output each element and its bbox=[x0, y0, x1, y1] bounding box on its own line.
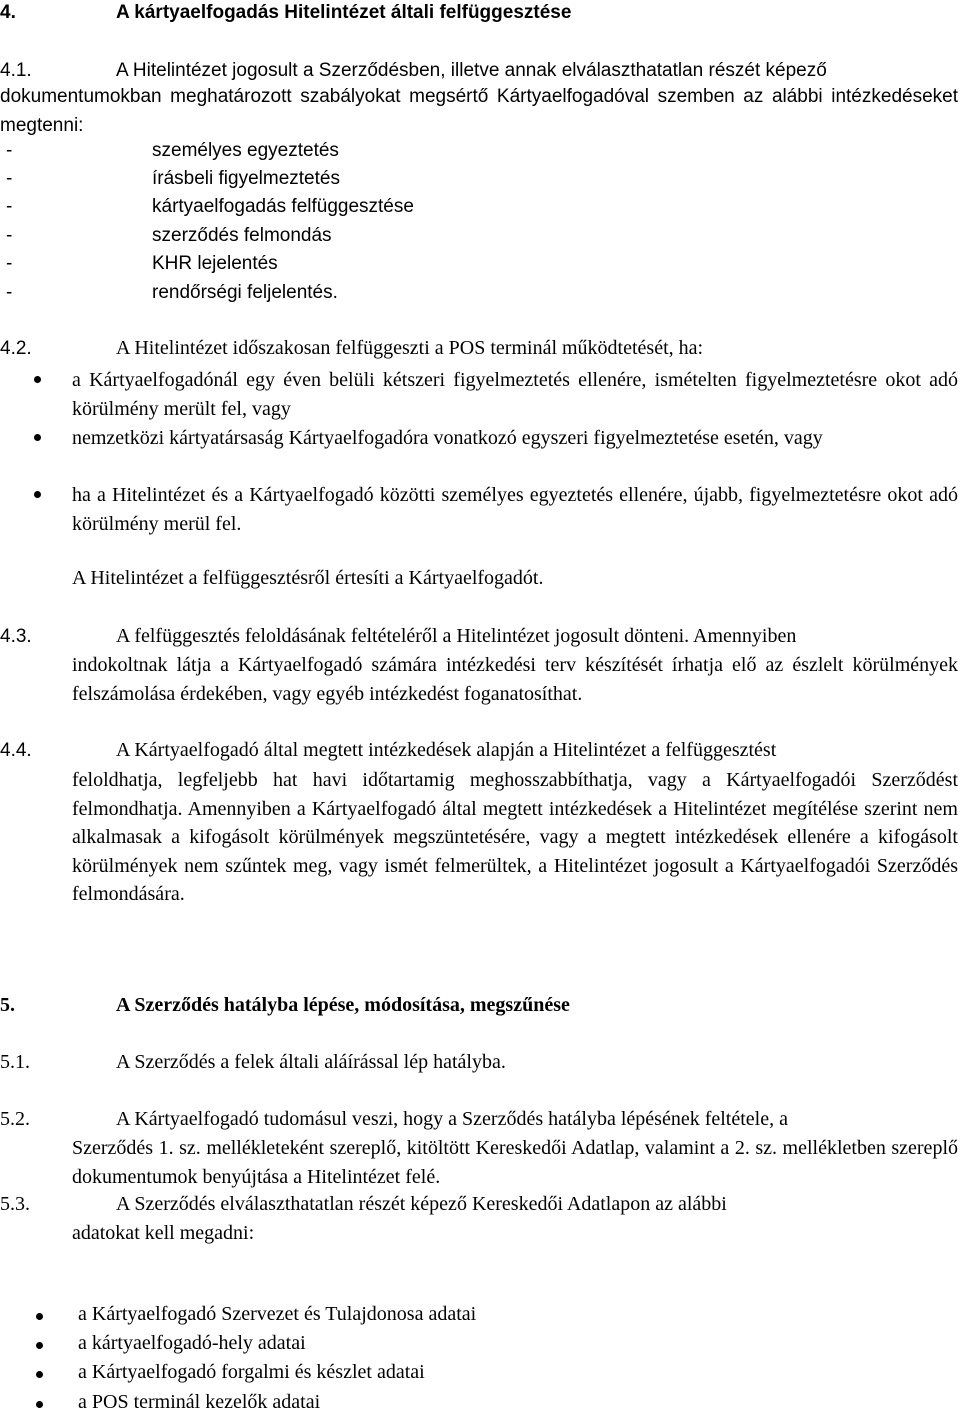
para-4-4-body: feloldhatja, legfeljebb hat havi időtartamig meghosszabbíthatja, vagy a Kártyaelfogadói Szerződést felmondhatja. Amennyiben a Kártyaelfogadó által megtett intézkedések a Hitelintézet megítélése szerint nem alkalmasak a kifogásolt körülmények megszüntetésére, vagy a megtett intézkedések ellenére a kifogásolt körülmények nem szűntek meg, vagy ismét felmerültek, a Hitelintézet jogosult a Kártyaelfogadói Szerződés felmondására. bbox=[72, 769, 958, 905]
list-item-text: személyes egyeztetés bbox=[152, 140, 339, 161]
para-4-3-body: indokoltnak látja a Kártyaelfogadó számára intézkedési terv készítését írhatja elő az észlelt körülmények felszámolása érdekében, vagy egyéb intézkedést foganatosíthat. bbox=[72, 654, 958, 705]
list-item-text: szerződés felmondás bbox=[152, 225, 332, 246]
list-item-text: a Kártyaelfogadónál egy éven belüli kétszeri figyelmeztetés ellenére, ismételten figyelmeztetésre okot adó körülmény merült fel, vagy bbox=[72, 369, 958, 420]
para-5-2-first-line: A Kártyaelfogadó tudomásul veszi, hogy a Szerződés hatályba lépésének feltétele, a bbox=[116, 1108, 788, 1130]
para-5-1-text: A Szerződés a felek általi aláírással lép hatályba. bbox=[116, 1051, 506, 1073]
bullet-marker bbox=[34, 491, 41, 498]
list-item-text: a POS terminál kezelők adatai bbox=[78, 1391, 321, 1413]
list-item-text: a Kártyaelfogadó forgalmi és készlet adatai bbox=[78, 1361, 425, 1383]
list-item-text: írásbeli figyelmeztetés bbox=[152, 168, 340, 189]
section-5-title: A Szerződés hatályba lépése, módosítása, megszűnése bbox=[116, 994, 570, 1016]
para-4-3-first-line: A felfüggesztés feloldásának feltételéről a Hitelintézet jogosult dönteni. Amennyiben bbox=[116, 625, 797, 647]
para-4-1-first-line: A Hitelintézet jogosult a Szerződésben, illetve annak elválaszthatatlan részét képező bbox=[116, 60, 827, 81]
para-4-4-first-line: A Kártyaelfogadó által megtett intézkedések alapján a Hitelintézet a felfüggesztést bbox=[116, 739, 777, 761]
list-item-text: rendőrségi feljelentés. bbox=[152, 282, 338, 303]
bullet-marker bbox=[36, 1371, 43, 1378]
para-4-1-number: 4.1. bbox=[0, 60, 32, 81]
list-item-text: a Kártyaelfogadó Szervezet és Tulajdonosa adatai bbox=[78, 1303, 477, 1325]
para-5-3-body: adatokat kell megadni: bbox=[72, 1222, 255, 1244]
list-item-text: a kártyaelfogadó-hely adatai bbox=[78, 1332, 306, 1354]
bullet-marker bbox=[36, 1313, 43, 1320]
dash-marker: - bbox=[6, 196, 13, 217]
para-5-1-number: 5.1. bbox=[0, 1051, 30, 1073]
section-4-number: 4. bbox=[0, 2, 16, 23]
para-4-3-number: 4.3. bbox=[0, 626, 32, 647]
bullet-marker bbox=[34, 376, 41, 383]
list-item-text: kártyaelfogadás felfüggesztése bbox=[152, 196, 414, 217]
para-4-4-number: 4.4. bbox=[0, 740, 32, 761]
dash-marker: - bbox=[6, 168, 13, 189]
para-4-1-body: dokumentumokban meghatározott szabályokat megsértő Kártyaelfogadóval szemben az alábbi intézkedéseket megtenni: bbox=[0, 86, 958, 136]
para-4-2-closing: A Hitelintézet a felfüggesztésről értesíti a Kártyaelfogadót. bbox=[72, 567, 544, 589]
list-item-text: ha a Hitelintézet és a Kártyaelfogadó közötti személyes egyeztetés ellenére, újabb, figyelmeztetésre okot adó körülmény merül fel. bbox=[72, 484, 958, 535]
bullet-marker bbox=[36, 1401, 43, 1408]
section-4-title: A kártyaelfogadás Hitelintézet általi felfüggesztése bbox=[116, 2, 572, 23]
para-5-3-number: 5.3. bbox=[0, 1193, 30, 1215]
dash-marker: - bbox=[6, 140, 13, 161]
bullet-marker bbox=[34, 434, 41, 441]
list-item-text: nemzetközi kártyatársaság Kártyaelfogadóra vonatkozó egyszeri figyelmeztetése esetén, vagy bbox=[72, 427, 823, 449]
para-5-2-number: 5.2. bbox=[0, 1108, 30, 1130]
section-5-number: 5. bbox=[0, 994, 15, 1016]
dash-marker: - bbox=[6, 282, 13, 303]
para-4-2-number: 4.2. bbox=[0, 338, 32, 359]
dash-marker: - bbox=[6, 225, 13, 246]
list-item-text: KHR lejelentés bbox=[152, 253, 278, 274]
dash-marker: - bbox=[6, 253, 13, 274]
para-5-3-first-line: A Szerződés elválaszthatatlan részét képező Kereskedői Adatlapon az alábbi bbox=[116, 1193, 727, 1215]
para-4-2-intro: A Hitelintézet időszakosan felfüggeszti a POS terminál működtetését, ha: bbox=[116, 337, 704, 359]
bullet-marker bbox=[36, 1342, 43, 1349]
para-5-2-body: Szerződés 1. sz. mellékleteként szereplő, kitöltött Kereskedői Adatlap, valamint a 2. sz. mellékletben szereplő dokumentumok benyújtása a Hitelintézet felé. bbox=[72, 1137, 958, 1188]
